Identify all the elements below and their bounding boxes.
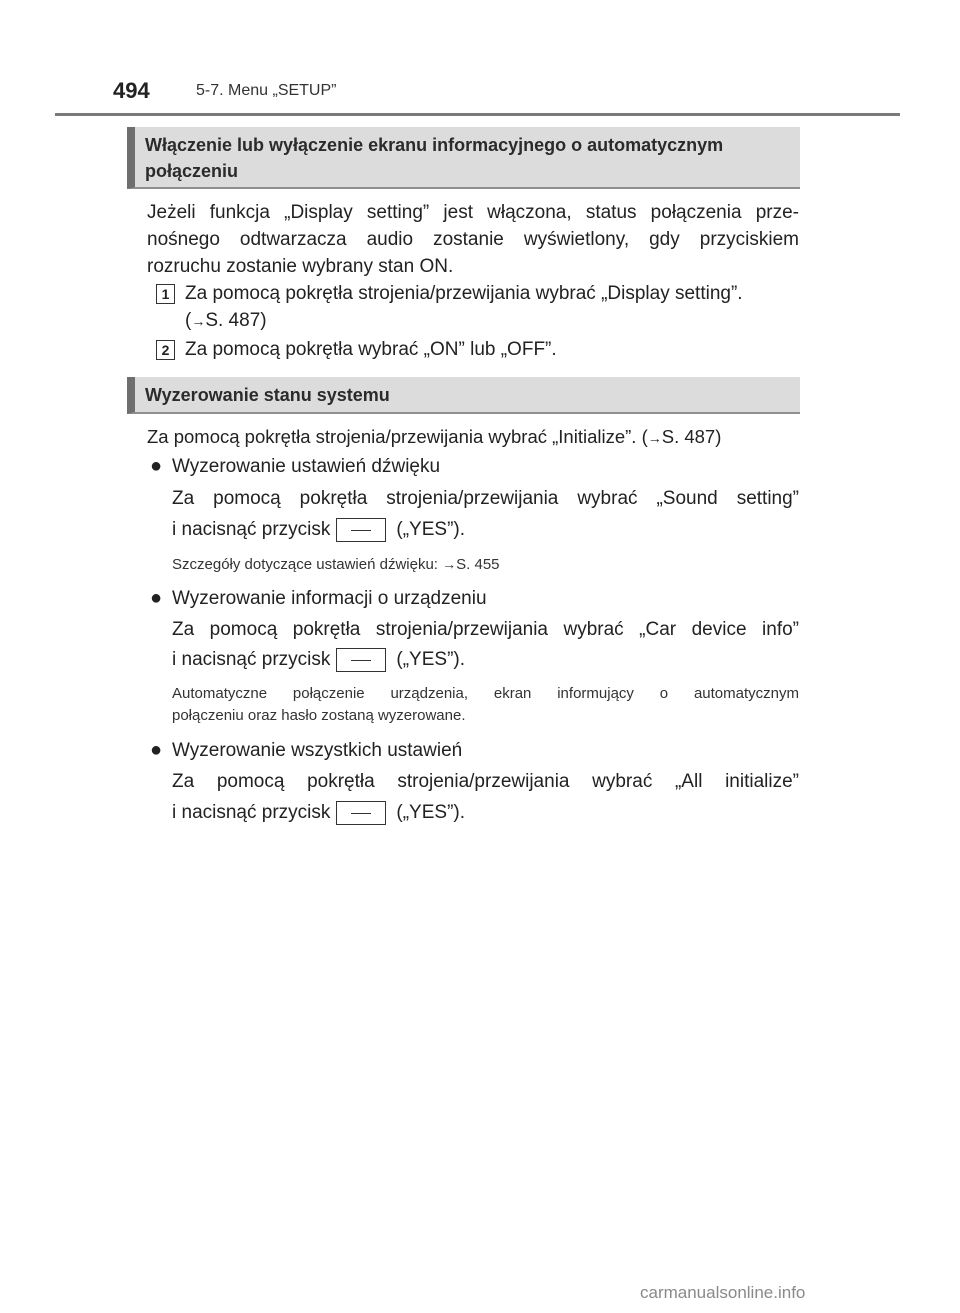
step-number-2: 2 [156,340,175,360]
item-1-note [172,554,500,575]
item-3-line-1: Za pomocą pokrętła strojenia/przewijania wybrać „All initialize” [172,771,799,792]
header-divider [55,113,900,116]
yes-key-icon [336,518,386,542]
bullet-icon: ● [150,739,163,761]
watermark: carmanualsonline.info [640,1283,806,1302]
item-1-note-page: S. 455 [456,556,500,573]
item-3-line-2-text: i nacisnąć przycisk [172,802,331,823]
item-3-line-2 [172,799,465,826]
intro-line-2: nośnego odtwarzacza audio zostanie wyświetlony, gdy przyciskiem [147,229,799,250]
item-3-line-2-yes: („YES”). [396,802,465,823]
reset-intro-text: Za pomocą pokrętła strojenia/przewijania wybrać „Initialize”. ( [147,426,648,447]
item-2-note-line-1: Automatyczne połączenie urządzenia, ekran informujący o automatycznym [172,685,799,702]
arrow-icon: → [647,430,662,446]
step-2-text: Za pomocą pokrętła wybrać „ON” lub „OFF”. [185,339,557,360]
reset-intro [147,423,721,452]
page-header [0,0,960,120]
yes-key-icon [336,801,386,825]
item-2-note-line-2: połączeniu oraz hasło zostaną wyzerowane. [172,707,466,724]
bullet-icon: ● [150,587,163,609]
arrow-icon: → [442,556,457,572]
step-1-reference [185,307,267,335]
item-2-line-1: Za pomocą pokrętła strojenia/przewijania wybrać „Car device info” [172,619,799,640]
item-2-line-2 [172,646,465,673]
item-1-note-text: Szczegóły dotyczące ustawień dźwięku: [172,556,443,573]
arrow-icon: → [191,313,206,329]
item-1-title: Wyzerowanie ustawień dźwięku [172,456,441,477]
reset-intro-page: S. 487) [661,426,722,447]
item-1-line-1: Za pomocą pokrętła strojenia/przewijania wybrać „Sound setting” [172,488,799,509]
item-1-line-2-text: i nacisnąć przycisk [172,519,331,540]
step-number-1: 1 [156,284,175,304]
step-1-paren: ( [185,310,192,331]
page-number: 494 [113,78,150,103]
yes-key-icon [336,648,386,672]
intro-line-1: Jeżeli funkcja „Display setting” jest włączona, status połączenia prze- [147,202,799,223]
item-2-line-2-text: i nacisnąć przycisk [172,649,331,670]
step-1-text: Za pomocą pokrętła strojenia/przewijania wybrać „Display setting”. [185,283,743,304]
section-heading-system-reset: Wyzerowanie stanu systemu [127,377,800,414]
section-heading-auto-connection: Włączenie lub wyłączenie ekranu informacyjnego o automatycznym połączeniu [127,127,800,189]
item-1-line-2-yes: („YES”). [396,519,465,540]
item-2-title: Wyzerowanie informacji o urządzeniu [172,588,487,609]
section-reference: 5-7. Menu „SETUP” [196,82,337,99]
item-1-line-2 [172,516,465,543]
intro-line-3: rozruchu zostanie wybrany stan ON. [147,256,454,277]
item-2-line-2-yes: („YES”). [396,649,465,670]
item-3-title: Wyzerowanie wszystkich ustawień [172,740,463,761]
bullet-icon: ● [150,455,163,477]
step-1-page: S. 487) [205,310,267,331]
